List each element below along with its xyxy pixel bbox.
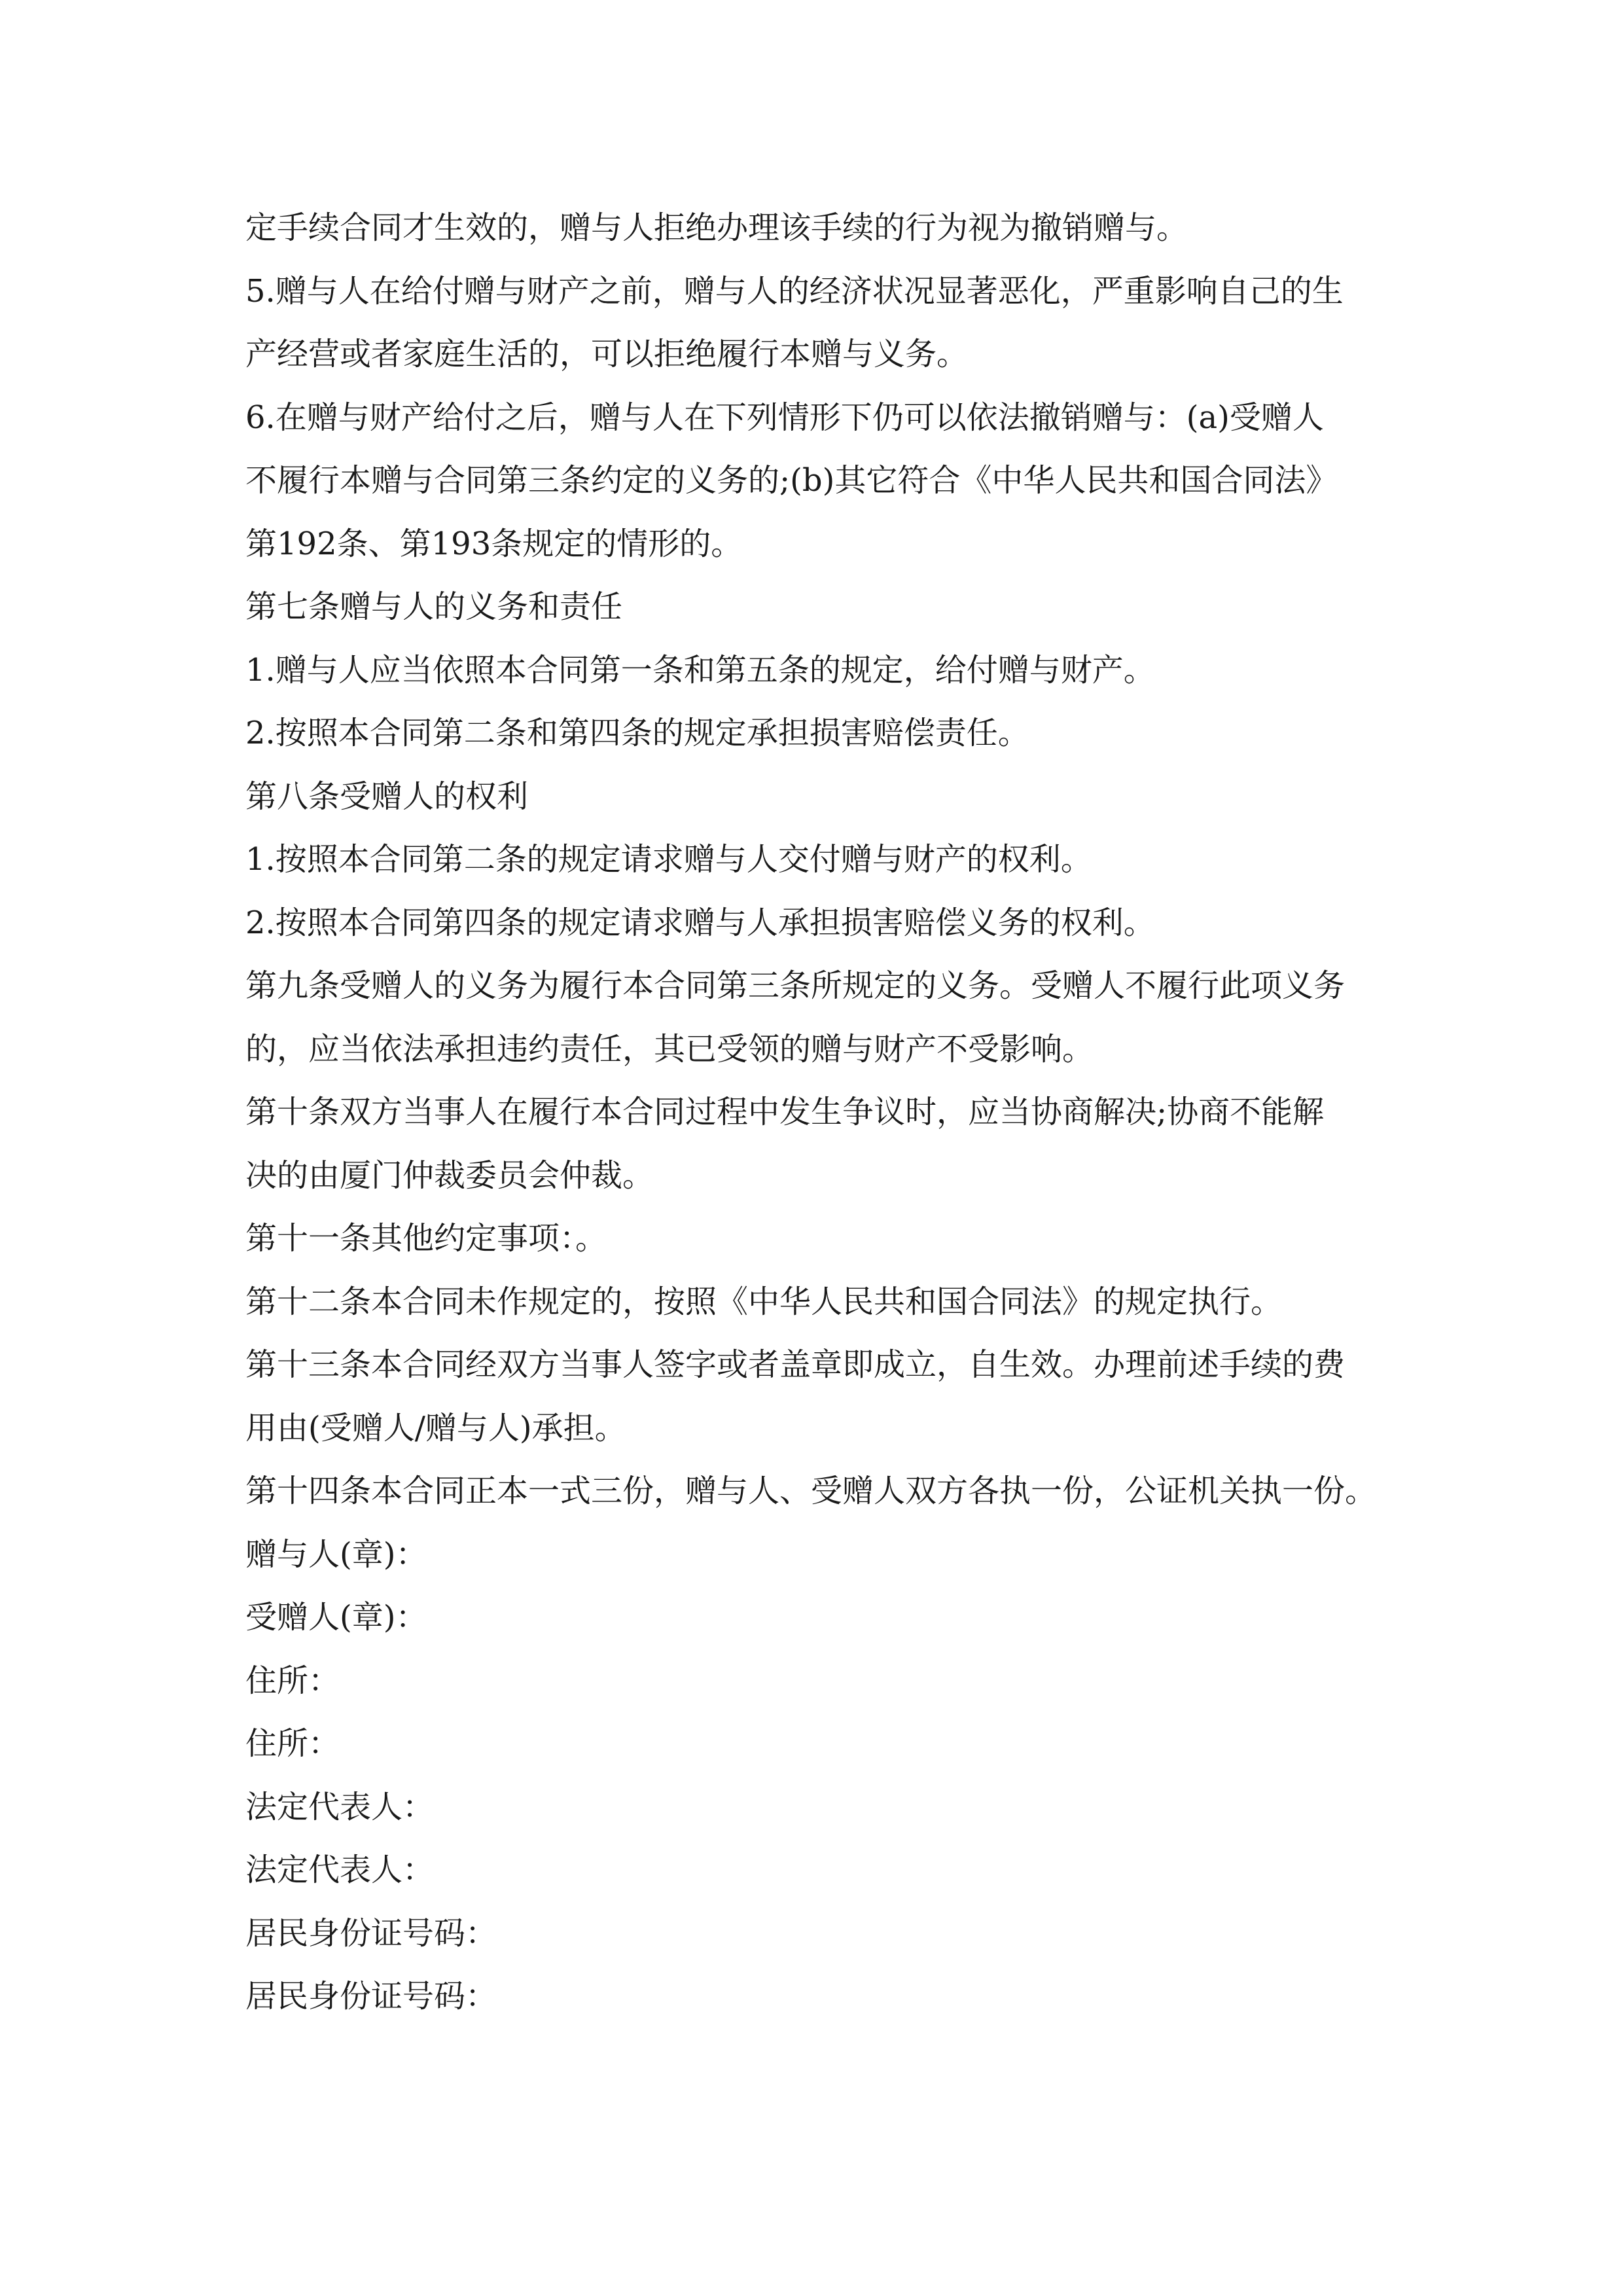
text-line: 2.按照本合同第二条和第四条的规定承担损害赔偿责任。 [245, 715, 1029, 751]
text-line: 第九条受赠人的义务为履行本合同第三条所规定的义务。受赠人不履行此项义务 [245, 967, 1346, 1004]
text-line: 1.按照本合同第二条的规定请求赠与人交付赠与财产的权利。 [245, 841, 1092, 878]
text-line: 第192条、第193条规定的情形的。 [245, 525, 743, 562]
signature-field-label: 受赠人(章)： [245, 1599, 427, 1636]
legal-representative-label: 法定代表人： [245, 1788, 435, 1825]
text-line: 第十二条本合同未作规定的，按照《中华人民共和国合同法》的规定执行。 [245, 1283, 1283, 1320]
text-line: 1.赠与人应当依照本合同第一条和第五条的规定，给付赠与财产。 [245, 651, 1155, 689]
text-line: 5.赠与人在给付赠与财产之前，赠与人的经济状况显著恶化，严重影响自己的生 [245, 272, 1344, 310]
text-line: 不履行本赠与合同第三条约定的义务的;(b)其它符合《中华人民共和国合同法》 [245, 462, 1338, 499]
signature-field-label: 赠与人(章)： [245, 1535, 427, 1573]
text-line: 第十三条本合同经双方当事人签字或者盖章即成立，自生效。办理前述手续的费 [245, 1346, 1346, 1383]
address-field-label: 住所： [245, 1725, 340, 1762]
text-line: 第十一条其他约定事项：。 [245, 1220, 607, 1257]
text-line: 用由(受赠人/赠与人)承担。 [245, 1409, 626, 1446]
text-line: 6.在赠与财产给付之后，赠与人在下列情形下仍可以依法撤销赠与：(a)受赠人 [245, 399, 1324, 436]
text-line: 第十条双方当事人在履行本合同过程中发生争议时，应当协商解决;协商不能解 [245, 1094, 1325, 1130]
section-heading: 第七条赠与人的义务和责任 [245, 588, 623, 625]
address-field-label: 住所： [245, 1662, 340, 1699]
text-line: 决的由厦门仲裁委员会仲裁。 [245, 1157, 654, 1194]
id-number-label: 居民身份证号码： [245, 1978, 497, 2015]
id-number-label: 居民身份证号码： [245, 1914, 497, 1952]
text-line: 的，应当依法承担违约责任，其已受领的赠与财产不受影响。 [245, 1030, 1094, 1067]
legal-representative-label: 法定代表人： [245, 1852, 435, 1888]
text-line: 第十四条本合同正本一式三份，赠与人、受赠人双方各执一份，公证机关执一份。 [245, 1473, 1377, 1509]
text-line: 定手续合同才生效的，赠与人拒绝办理该手续的行为视为撤销赠与。 [245, 209, 1188, 246]
section-heading: 第八条受赠人的权利 [245, 778, 529, 815]
contract-body [245, 196, 1397, 2028]
text-line: 产经营或者家庭生活的，可以拒绝履行本赠与义务。 [245, 336, 969, 372]
text-line: 2.按照本合同第四条的规定请求赠与人承担损害赔偿义务的权利。 [245, 904, 1155, 941]
